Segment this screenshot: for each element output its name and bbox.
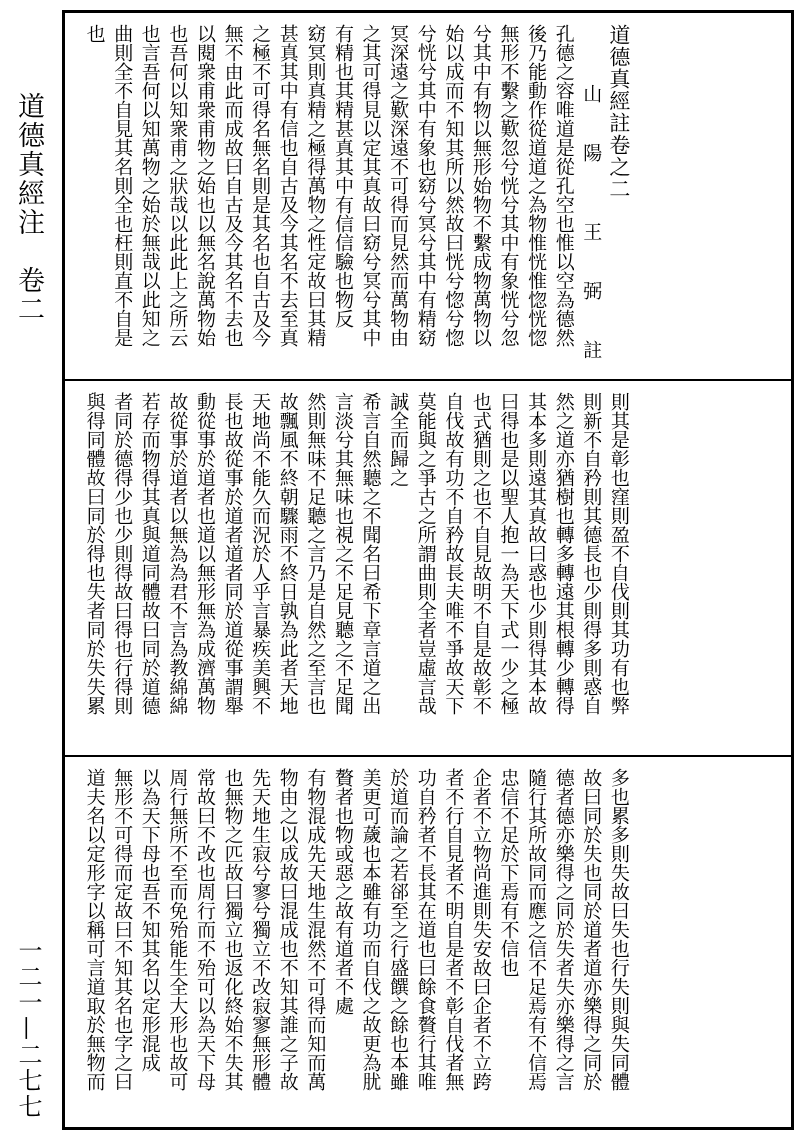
text-column: 天地尚不能久而況於人乎言暴疾美興不 [249,392,272,715]
text-column: 也吾何以知衆甫之狀哉以此此上之所云 [166,24,189,347]
text-panel-top [70,16,788,378]
text-column: 曰得也是以聖人抱一為天下式一少之極 [497,392,520,715]
text-column: 與得同體故曰同於得也失者同於失失累 [83,392,106,715]
text-column: 無形不繫之歎忽兮恍兮其中有象恍兮忽 [497,24,520,347]
text-column: 以閱衆甫衆甫物之始也以無名說萬物始 [193,24,216,347]
text-column: 有精也其精甚真其中有信信驗也物反 [331,24,354,328]
text-column: 誠全而歸之 [387,392,410,487]
text-column: 故從事於道者以無為為君不言為教綿綿 [166,392,189,715]
column-stack [80,392,632,746]
author-place: 陽 [580,143,603,162]
text-column: 物由之以成故曰混成也不知其誰之子故 [276,768,299,1091]
text-column: 者同於德得少也少則得故曰得也行得則 [111,392,134,715]
text-column: 然之道亦猶樹也轉多轉遠其根轉少轉得 [552,392,575,715]
panel-divider [62,755,794,757]
chapter-title: 道德真經註卷之二 [606,24,631,200]
text-column: 則其是彰也窪則盈不自伐則其功有也弊 [607,392,630,715]
text-column: 則新不自矜則其德長也少則得多則惑自 [580,392,603,715]
text-column: 之其可得見以定其真故曰窈兮冥兮其中 [359,24,382,347]
text-column: 曲則全不自見其名則全也枉則直不自是 [111,24,134,347]
panel-divider [62,379,794,381]
author-surname: 山 [580,84,603,103]
text-column: 始以成而不知其所以然故曰恍兮惚兮惚 [442,24,465,347]
author-name-1: 王 [580,222,603,241]
text-column: 長也故從事於道者道者同於道從事謂舉 [221,392,244,715]
text-column: 有物混成先天地生混然不可得而知而萬 [304,768,327,1091]
text-panel-bottom [70,760,788,1124]
text-column: 故曰同於失也同於道者道亦樂得之同於 [580,768,603,1091]
text-column: 希言自然聽之不聞名曰希下章言道之出 [359,392,382,715]
text-column: 動從事於道者也道以無形無為成濟萬物 [193,392,216,715]
text-column: 之極不可得名無名則是其名也自古及今 [249,24,272,347]
text-column: 以為天下母也吾不知其名以定形混成 [138,768,161,1072]
text-column: 先天地生寂兮寥兮獨立不改寂寥無形體 [249,768,272,1091]
author-name-2: 弼 [580,281,603,300]
column-stack [80,24,632,370]
text-column: 多也累多則失故曰失也行失則與失同體 [607,768,630,1091]
text-column: 於道而論之若郤至之行盛饌之餘也本雖 [387,768,410,1091]
text-column: 若存而物得其真與道同體故曰同於道德 [138,392,161,715]
text-column: 也言吾何以知萬物之始於無哉以此知之 [138,24,161,347]
text-column: 甚真其中有信也自古及今其名不去至真 [276,24,299,347]
text-column: 忠信不足於下焉有不信也 [497,768,520,977]
text-column: 道夫名以定形字以稱可言道取於無物而 [83,768,106,1091]
author-line [577,24,605,370]
margin-book-title: 道德真經注 卷二 [13,92,44,324]
column-stack [80,768,632,1116]
text-column: 言淡兮其無味也視之不足見聽之不足聞 [331,392,354,715]
text-column: 後乃能動作從道道之為物惟恍惟惚恍惚 [525,24,548,347]
text-column: 功自矜者不長其在道也曰餘食贅行其唯 [414,768,437,1091]
text-column: 常故曰不改也周行而不殆可以為天下母 [193,768,216,1091]
text-column: 也無物之匹故曰獨立也返化終始不失其 [221,768,244,1091]
text-column: 也式猶則之也不自見故明不自是故彰不 [469,392,492,715]
text-column: 周行無所不至而免殆能生全大形也故可 [166,768,189,1091]
text-column: 隨行其所故同而應之信不足焉有不信焉 [525,768,548,1091]
text-column: 者不行自見者不明自是者不彰自伐者無 [442,768,465,1091]
text-column: 其本多則遠其真故曰惑也少則得其本故 [525,392,548,715]
text-column: 無形不可得而定故曰不知其名也字之曰 [111,768,134,1091]
text-column: 也 [83,24,106,43]
text-column: 企者不立物尚進則失安故曰企者不立跨 [469,768,492,1091]
text-column: 德者德亦樂得之同於失者失亦樂得之言 [552,768,575,1091]
text-column: 自伐故有功不自矜故長夫唯不爭故天下 [442,392,465,715]
text-column: 兮其中有物以無形始物不繫成物萬物以 [469,24,492,347]
text-column: 無不由此而成故曰自古及今其名不去也 [221,24,244,347]
text-column: 兮恍兮其中有象也窈兮冥兮其中有精窈 [414,24,437,347]
author-role: 註 [580,340,603,359]
text-column: 窈冥則真精之極得萬物之性定故曰其精 [304,24,327,347]
text-column: 然則無味不足聽之言乃是自然之至言也 [304,392,327,715]
text-column: 孔德之容唯道是從孔空也惟以空為德然 [552,24,575,347]
margin-page-number: 一二一—二七七 [14,938,42,1120]
text-column: 故飄風不終朝驟雨不終日孰為此者天地 [276,392,299,715]
text-column: 美更可薉也本雖有功而自伐之故更為肬 [359,768,382,1091]
text-panel-middle [70,384,788,754]
text-column: 贅者也物或惡之故有道者不處 [331,768,354,1015]
text-column: 冥深遠之歎深遠不可得而見然而萬物由 [387,24,410,347]
text-column: 莫能與之爭古之所謂曲則全者豈虛言哉 [414,392,437,715]
